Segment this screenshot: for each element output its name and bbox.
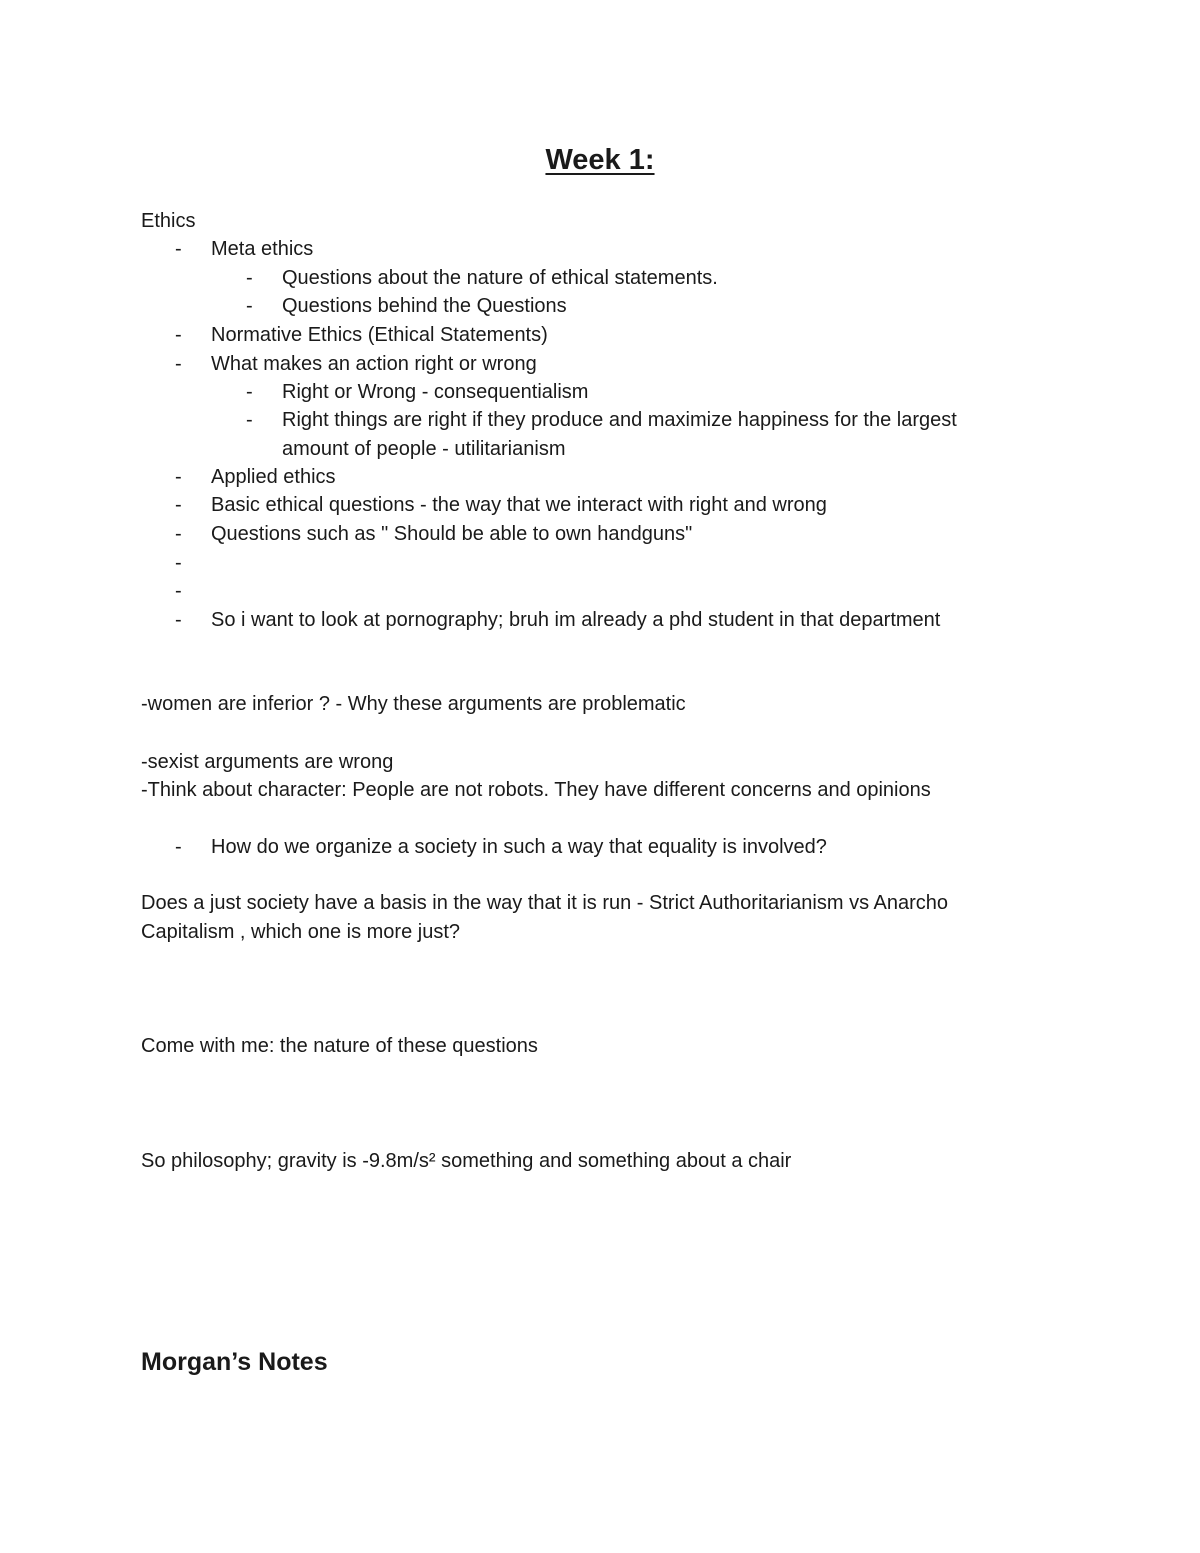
list-item: Normative Ethics (Ethical Statements) bbox=[211, 324, 548, 346]
list-item: Questions behind the Questions bbox=[282, 295, 567, 317]
paragraph-text: -women are inferior ? - Why these arguments are problematic bbox=[141, 693, 686, 715]
bullet-dash: - bbox=[175, 466, 182, 488]
list-item: Basic ethical questions - the way that we interact with right and wrong bbox=[211, 494, 827, 516]
list-item: What makes an action right or wrong bbox=[211, 353, 537, 375]
bullet-dash: - bbox=[175, 609, 182, 631]
paragraph-text: Come with me: the nature of these questions bbox=[141, 1035, 538, 1057]
bullet-dash: - bbox=[175, 494, 182, 516]
bullet-dash: - bbox=[246, 267, 253, 289]
list-item: Questions about the nature of ethical statements. bbox=[282, 267, 718, 289]
bullet-dash: - bbox=[175, 836, 182, 858]
bullet-dash: - bbox=[246, 295, 253, 317]
bullet-dash: - bbox=[175, 238, 182, 260]
paragraph-text: -sexist arguments are wrong bbox=[141, 751, 394, 773]
paragraph-text: Capitalism , which one is more just? bbox=[141, 921, 461, 943]
bullet-dash: - bbox=[246, 381, 253, 403]
bullet-dash: - bbox=[175, 523, 182, 545]
section-heading: Morgan’s Notes bbox=[141, 1348, 328, 1376]
list-item-continuation: amount of people - utilitarianism bbox=[282, 438, 566, 460]
bullet-dash-empty: - bbox=[175, 552, 182, 574]
list-item: Right or Wrong - consequentialism bbox=[282, 381, 589, 403]
list-item: Applied ethics bbox=[211, 466, 336, 488]
bullet-dash: - bbox=[175, 353, 182, 375]
list-item: Meta ethics bbox=[211, 238, 314, 260]
paragraph-text: -Think about character: People are not robots. They have different concerns and opinions bbox=[141, 779, 931, 801]
paragraph-text: So philosophy; gravity is -9.8m/s² something and something about a chair bbox=[141, 1150, 792, 1172]
bullet-dash: - bbox=[246, 409, 253, 431]
paragraph-text: Does a just society have a basis in the way that it is run - Strict Authoritarianism vs Anarcho bbox=[141, 892, 949, 914]
outline-heading: Ethics bbox=[141, 210, 196, 232]
bullet-dash-empty: - bbox=[175, 580, 182, 602]
list-item: Questions such as " Should be able to own handguns" bbox=[211, 523, 693, 545]
list-item: Right things are right if they produce and maximize happiness for the largest bbox=[282, 409, 957, 431]
bullet-dash: - bbox=[175, 324, 182, 346]
list-item: How do we organize a society in such a way that equality is involved? bbox=[211, 836, 827, 858]
list-item: So i want to look at pornography; bruh im already a phd student in that department bbox=[211, 609, 941, 631]
page-title: Week 1: bbox=[545, 144, 655, 176]
